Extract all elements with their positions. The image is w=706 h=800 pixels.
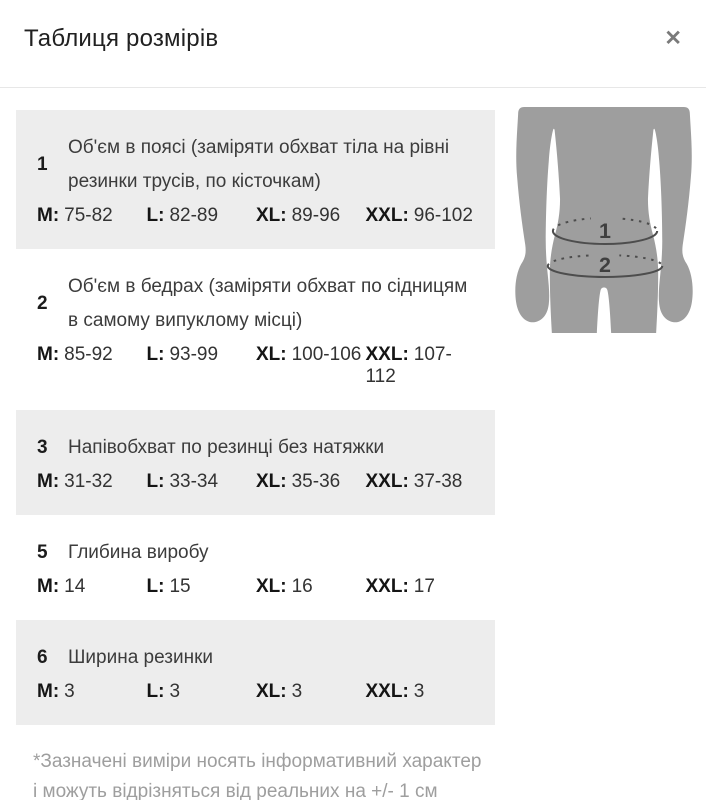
header-divider bbox=[0, 87, 706, 88]
size-label: L: bbox=[146, 344, 165, 365]
close-icon: ✕ bbox=[664, 27, 682, 50]
size-cell bbox=[256, 205, 366, 227]
size-cell bbox=[37, 471, 147, 493]
size-cell bbox=[37, 205, 147, 227]
size-cell bbox=[256, 344, 366, 388]
row-description: Глибина виробу bbox=[68, 542, 209, 563]
footnote-line-1: *Зазначені виміри носять інформативний характер bbox=[33, 751, 482, 772]
size-cell bbox=[366, 681, 476, 703]
size-cell bbox=[37, 681, 147, 703]
size-value: 107-112 bbox=[365, 344, 452, 387]
size-cell bbox=[256, 681, 366, 703]
size-label: XXL: bbox=[365, 205, 409, 226]
size-values-row bbox=[37, 344, 475, 388]
body-measurement-diagram bbox=[512, 107, 696, 333]
size-cell bbox=[366, 344, 476, 388]
size-label: M: bbox=[37, 576, 60, 597]
size-row-6 bbox=[16, 620, 495, 725]
size-row-5 bbox=[16, 515, 495, 620]
size-label: L: bbox=[146, 205, 165, 226]
size-cell bbox=[147, 681, 257, 703]
size-value: 82-89 bbox=[169, 205, 219, 226]
size-values-row bbox=[37, 205, 475, 227]
size-label: XXL: bbox=[365, 471, 409, 492]
size-values-row bbox=[37, 471, 475, 493]
footnote bbox=[33, 747, 706, 800]
row-description: Об'єм в поясі (заміряти обхват тіла на рівні резинки трусів, по кісточкам) bbox=[68, 137, 450, 192]
row-number: 6 bbox=[37, 647, 48, 668]
size-label: XXL: bbox=[365, 576, 409, 597]
row-number: 2 bbox=[37, 293, 48, 314]
row-number: 1 bbox=[37, 154, 48, 175]
hip-measure-label: 2 bbox=[599, 254, 611, 277]
row-number: 3 bbox=[37, 437, 48, 458]
size-cell bbox=[256, 471, 366, 493]
size-cell bbox=[37, 576, 147, 598]
size-label: XL: bbox=[256, 681, 287, 702]
size-value: 75-82 bbox=[64, 205, 113, 226]
size-value: 3 bbox=[169, 681, 181, 702]
size-value: 35-36 bbox=[291, 471, 341, 492]
waist-measure-label: 1 bbox=[599, 220, 611, 243]
size-values-row bbox=[37, 576, 475, 598]
size-label: M: bbox=[37, 344, 60, 365]
size-label: XL: bbox=[256, 344, 287, 365]
size-cell bbox=[147, 576, 257, 598]
size-value: 93-99 bbox=[169, 344, 219, 365]
size-label: M: bbox=[37, 471, 60, 492]
size-value: 17 bbox=[413, 576, 435, 597]
size-value: 3 bbox=[64, 681, 75, 702]
footnote-line-2: і можуть відрізняться від реальних на +/- 1 см bbox=[33, 781, 438, 800]
size-label: XL: bbox=[256, 471, 287, 492]
size-cell bbox=[256, 576, 366, 598]
size-label: L: bbox=[146, 576, 165, 597]
size-label: XXL: bbox=[365, 344, 409, 365]
size-cell bbox=[147, 471, 257, 493]
size-label: XXL: bbox=[365, 681, 409, 702]
size-row-3 bbox=[16, 410, 495, 515]
size-value: 85-92 bbox=[64, 344, 113, 365]
size-value: 100-106 bbox=[291, 344, 362, 365]
close-button[interactable] bbox=[664, 28, 682, 49]
size-label: XL: bbox=[256, 576, 287, 597]
size-label: L: bbox=[146, 471, 165, 492]
size-row-2 bbox=[16, 249, 495, 410]
size-row-1 bbox=[16, 110, 495, 249]
size-value: 33-34 bbox=[169, 471, 219, 492]
row-number: 5 bbox=[37, 542, 48, 563]
size-cell bbox=[147, 205, 257, 227]
modal-header bbox=[0, 0, 706, 87]
size-value: 16 bbox=[291, 576, 313, 597]
size-label: XL: bbox=[256, 205, 287, 226]
size-value: 96-102 bbox=[413, 205, 473, 226]
size-cell bbox=[147, 344, 257, 388]
size-value: 31-32 bbox=[64, 471, 113, 492]
row-description: Напівобхват по резинці без натяжки bbox=[68, 437, 385, 458]
size-cell bbox=[366, 576, 476, 598]
size-cell bbox=[37, 344, 147, 388]
size-rows bbox=[16, 110, 495, 725]
size-label: M: bbox=[37, 681, 60, 702]
size-value: 14 bbox=[64, 576, 86, 597]
size-values-row bbox=[37, 681, 475, 703]
size-label: M: bbox=[37, 205, 60, 226]
row-description: Ширина резинки bbox=[68, 647, 214, 668]
size-cell bbox=[366, 205, 476, 227]
size-cell bbox=[366, 471, 476, 493]
size-value: 37-38 bbox=[413, 471, 463, 492]
size-value: 15 bbox=[169, 576, 191, 597]
size-value: 3 bbox=[413, 681, 425, 702]
modal-title: Таблиця розмірів bbox=[24, 25, 219, 52]
row-description: Об'єм в бедрах (заміряти обхват по сідницям в самому випуклому місці) bbox=[68, 276, 468, 331]
size-value: 89-96 bbox=[291, 205, 341, 226]
size-label: L: bbox=[146, 681, 165, 702]
size-value: 3 bbox=[291, 681, 303, 702]
